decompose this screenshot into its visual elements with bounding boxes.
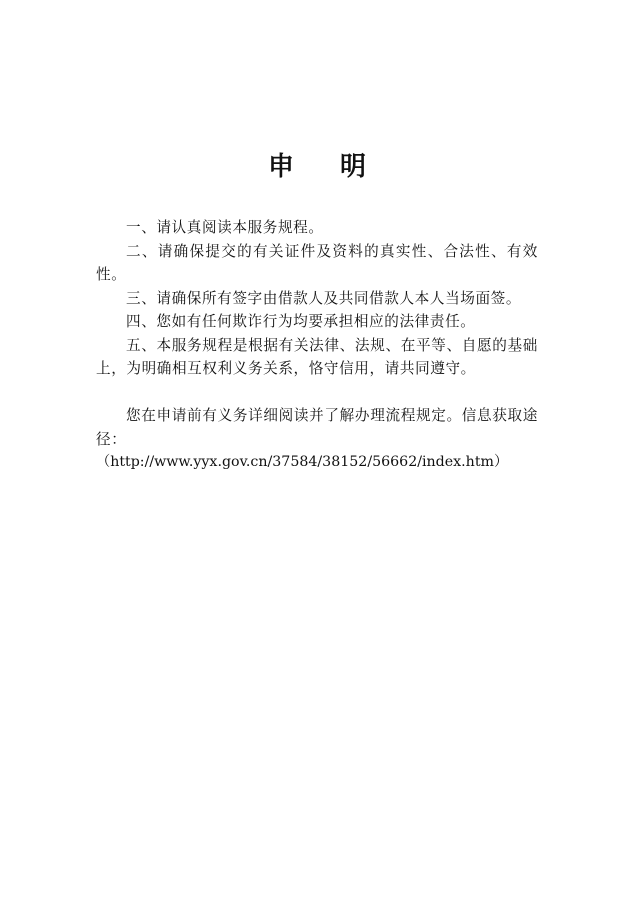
title-char-2: 明 [340,152,367,182]
statement-body [96,216,538,475]
statement-item-3: 三、请确保所有签字由借款人及共同借款人本人当场面签。 [126,289,522,307]
statement-item-1: 一、请认真阅读本服务规程。 [126,219,324,236]
page-title [0,150,634,184]
info-url-link[interactable]: （http://www.yyx.gov.cn/37584/38152/56662/index.htm） [96,454,509,470]
statement-item-4: 四、您如有任何欺诈行为均要承担相应的法律责任。 [126,313,476,330]
title-char-1: 申 [267,152,294,182]
statement-item-2: 二、请确保提交的有关证件及资料的真实性、合法性、有效性。 [96,242,538,283]
paragraph-spacer [96,381,538,405]
notice-text: 您在申请前有义务详细阅读并了解办理流程规定。信息获取途径： [96,407,538,448]
statement-item-5: 五、本服务规程是根据有关法律、法规、在平等、自愿的基础上，为明确相互权利义务关系，恪守信用，请共同遵守。 [96,336,538,377]
